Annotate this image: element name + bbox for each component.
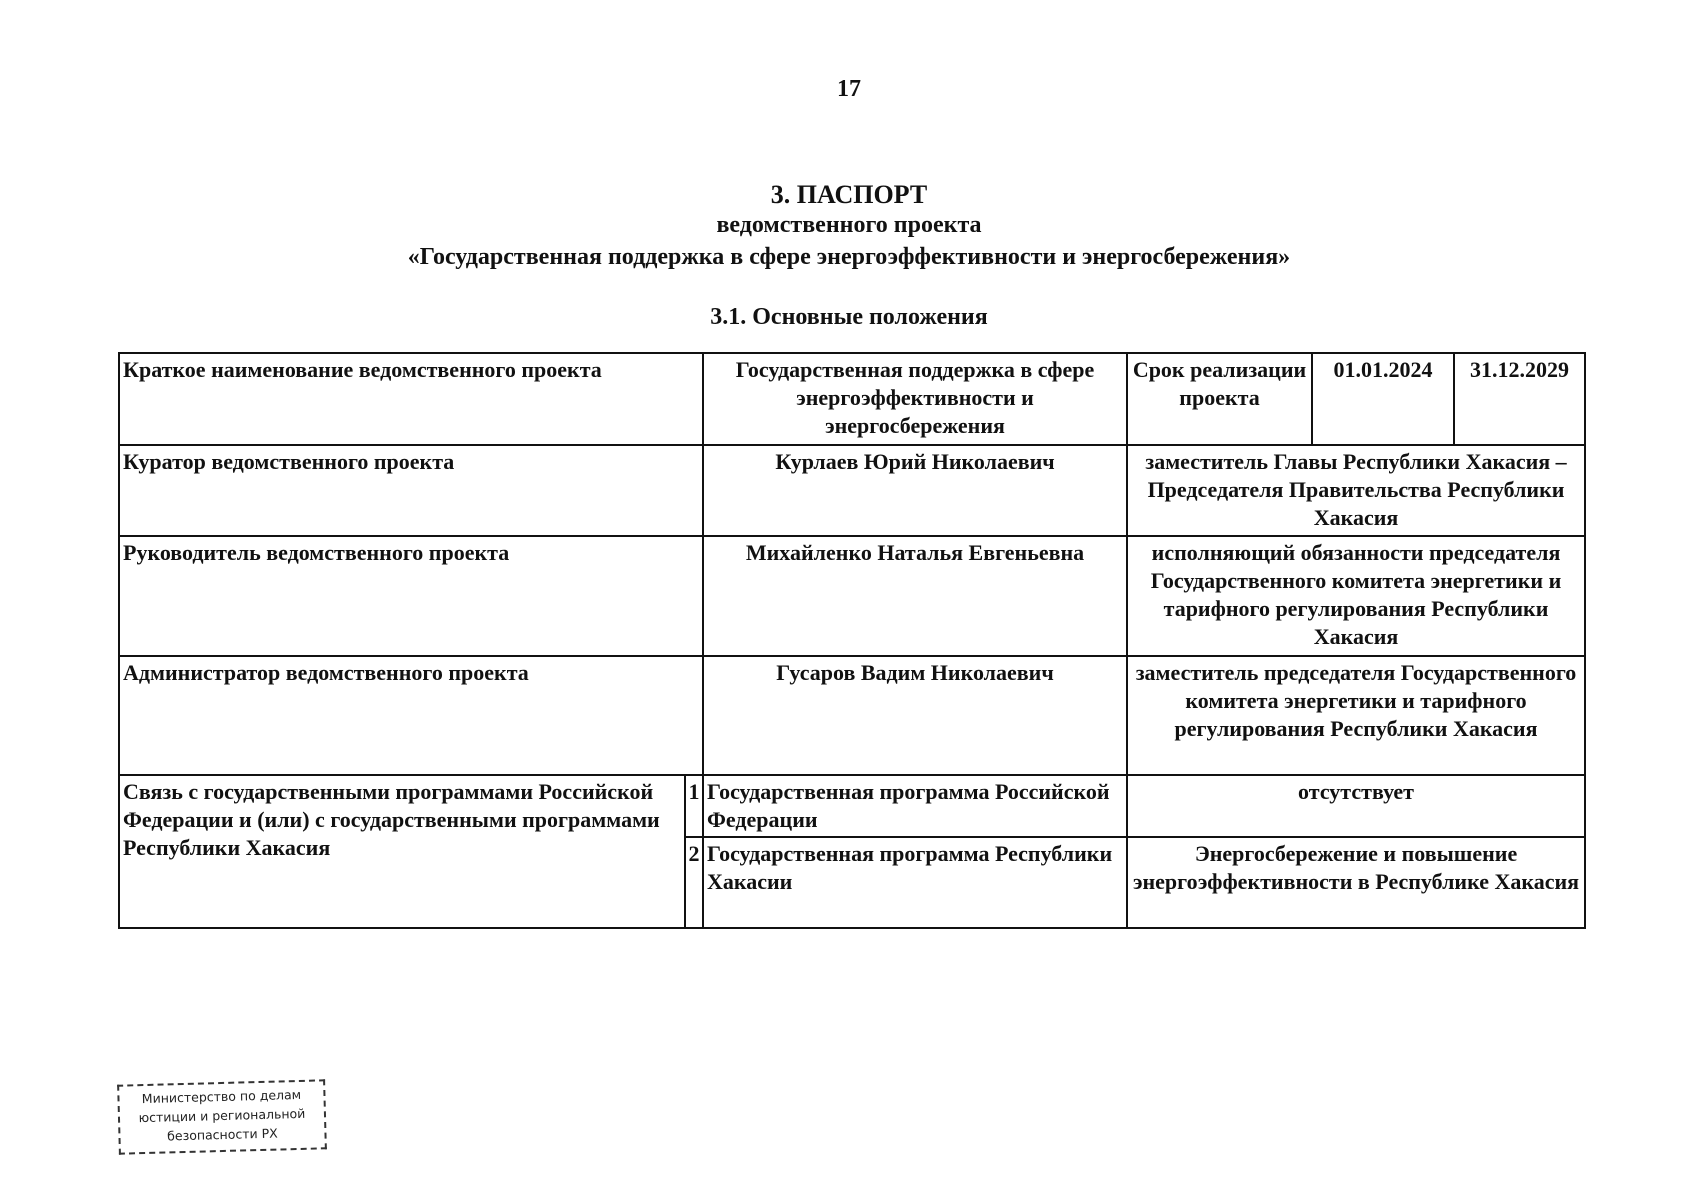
table-row: [119, 353, 1585, 445]
program-value: Энергосбережение и повышение энергоэффективности в Республике Хакасия: [1127, 837, 1585, 928]
project-name-heading: «Государственная поддержка в сфере энергоэффективности и энергосбережения»: [407, 244, 1291, 270]
page-number: 17: [837, 76, 861, 102]
stamp-line: Министерство по делам: [141, 1086, 302, 1107]
table-row: [119, 445, 1585, 536]
stamp-line: безопасности РХ: [166, 1125, 278, 1144]
short-name-value: Государственная поддержка в сфере энергоэффективности и энергосбережения: [703, 353, 1127, 445]
passport-title: 3. ПАСПОРТ: [770, 180, 928, 209]
administrator-name: Гусаров Вадим Николаевич: [703, 656, 1127, 775]
program-value: отсутствует: [1127, 775, 1585, 837]
program-name: Государственная программа Республики Хакасии: [703, 837, 1127, 928]
registration-stamp: [117, 1079, 327, 1154]
program-number: 2: [685, 837, 703, 928]
short-name-label: Краткое наименование ведомственного проекта: [119, 353, 703, 445]
head-name: Михайленко Наталья Евгеньевна: [703, 536, 1127, 656]
end-date: 31.12.2029: [1454, 353, 1585, 445]
curator-name: Курлаев Юрий Николаевич: [703, 445, 1127, 536]
program-number: 1: [685, 775, 703, 837]
section-heading: 3.1. Основные положения: [710, 304, 988, 330]
head-position: исполняющий обязанности председателя Государственного комитета энергетики и тарифного регулирования Республики Хакасия: [1127, 536, 1585, 656]
programs-link-label: Связь с государственными программами Российской Федерации и (или) с государственными программами Республики Хакасия: [119, 775, 685, 928]
passport-subtitle: ведомственного проекта: [716, 212, 982, 238]
term-label: Срок реализации проекта: [1127, 353, 1312, 445]
program-name: Государственная программа Российской Федерации: [703, 775, 1127, 837]
table-row: [119, 775, 1585, 837]
table-row: [119, 536, 1585, 656]
passport-table: [118, 352, 1586, 929]
stamp-line: юстиции и региональной: [138, 1105, 306, 1126]
table-row: [119, 656, 1585, 775]
curator-position: заместитель Главы Республики Хакасия – Председателя Правительства Республики Хакасия: [1127, 445, 1585, 536]
administrator-label: Администратор ведомственного проекта: [119, 656, 703, 775]
head-label: Руководитель ведомственного проекта: [119, 536, 703, 656]
start-date: 01.01.2024: [1312, 353, 1454, 445]
curator-label: Куратор ведомственного проекта: [119, 445, 703, 536]
administrator-position: заместитель председателя Государственного комитета энергетики и тарифного регулирования Республики Хакасия: [1127, 656, 1585, 775]
